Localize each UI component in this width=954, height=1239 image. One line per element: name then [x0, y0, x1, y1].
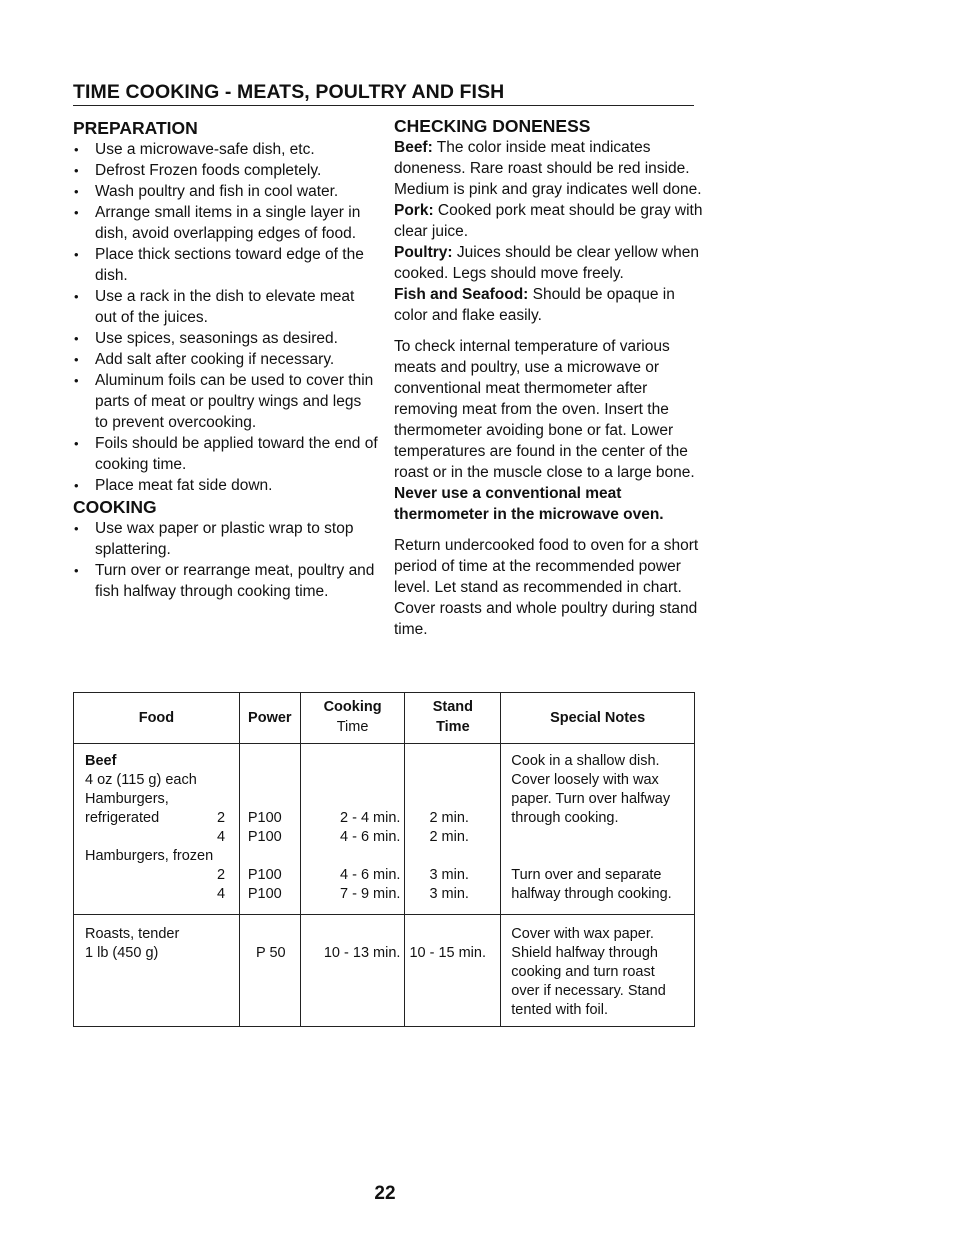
beef-power-cell: P100 P100 P100 P100	[239, 744, 300, 915]
list-item: • Defrost Frozen foods completely.	[73, 160, 378, 181]
left-column	[73, 117, 378, 602]
list-item: • Place meat fat side down.	[73, 475, 378, 496]
roasts-power-cell: P 50	[239, 915, 300, 1027]
preparation-heading: PREPARATION	[73, 118, 198, 138]
fish-paragraph	[394, 284, 704, 326]
beef-paragraph	[394, 137, 704, 200]
header-power: Power	[239, 693, 300, 744]
fish-text: Should be opaque in color and flake easily.	[394, 286, 675, 324]
poultry-text: Juices should be clear yellow when cooked. Legs should move freely.	[394, 244, 699, 282]
thermometer-warning: Never use a conventional meat thermometer in the microwave oven.	[394, 485, 664, 523]
cooking-chart	[73, 692, 695, 1027]
poultry-label: Poultry:	[394, 244, 453, 261]
roasts-notes-cell: Cover with wax paper. Shield halfway through cooking and turn roast over if necessary. Stand tented with foil.	[501, 915, 695, 1027]
header-stand-time: Stand Time	[405, 693, 501, 744]
table-header-row	[74, 693, 695, 744]
page-number: 22	[374, 1183, 396, 1204]
beef-text: The color inside meat indicates doneness. Rare roast should be red inside. Medium is pink and gray indicates well done.	[394, 139, 702, 198]
roasts-food-cell: Roasts, tender 1 lb (450 g)	[74, 915, 240, 1027]
thermometer-paragraph	[394, 336, 704, 525]
list-item: • Use wax paper or plastic wrap to stop splattering.	[73, 518, 378, 560]
pork-paragraph	[394, 200, 704, 242]
header-food: Food	[74, 693, 240, 744]
list-item: • Wash poultry and fish in cool water.	[73, 181, 378, 202]
header-special-notes: Special Notes	[501, 693, 695, 744]
beef-food-cell: Beef 4 oz (115 g) each Hamburgers, refrigerated 2 4 Hamburgers, frozen 2 4	[74, 744, 240, 915]
beef-label: Beef:	[394, 139, 433, 156]
list-item: • Use a microwave-safe dish, etc.	[73, 139, 378, 160]
right-column	[394, 115, 704, 640]
roasts-cooking-time-cell: 10 - 13 min.	[300, 915, 405, 1027]
fish-label: Fish and Seafood:	[394, 286, 529, 303]
cooking-list	[73, 518, 378, 602]
page-title: TIME COOKING - MEATS, POULTRY AND FISH	[73, 80, 694, 106]
header-cooking-time: Cooking Time	[300, 693, 405, 744]
roasts-stand-time-cell: 10 - 15 min.	[405, 915, 501, 1027]
beef-cooking-time-cell: 2 - 4 min. 4 - 6 min. 4 - 6 min. 7 - 9 min.	[300, 744, 405, 915]
list-item: • Foils should be applied toward the end of cooking time.	[73, 433, 378, 475]
poultry-paragraph	[394, 242, 704, 284]
pork-text: Cooked pork meat should be gray with clear juice.	[394, 202, 703, 240]
return-paragraph: Return undercooked food to oven for a short period of time at the recommended power level. Let stand as recommended in chart. Cover roasts and whole poultry during stand time.	[394, 537, 699, 638]
list-item: • Turn over or rearrange meat, poultry and fish halfway through cooking time.	[73, 560, 378, 602]
list-item: • Place thick sections toward edge of the dish.	[73, 244, 378, 286]
list-item: • Aluminum foils can be used to cover thin parts of meat or poultry wings and legs to prevent overcooking.	[73, 370, 378, 433]
list-item: • Arrange small items in a single layer in dish, avoid overlapping edges of food.	[73, 202, 378, 244]
list-item: • Add salt after cooking if necessary.	[73, 349, 378, 370]
list-item: • Use spices, seasonings as desired.	[73, 328, 378, 349]
beef-notes-cell: Cook in a shallow dish. Cover loosely with wax paper. Turn over halfway through cooking. Turn over and separate halfway through cooking.	[501, 744, 695, 915]
table-row	[74, 915, 695, 1027]
beef-stand-time-cell: 2 min. 2 min. 3 min. 3 min.	[405, 744, 501, 915]
doneness-heading: CHECKING DONENESS	[394, 116, 591, 136]
pork-label: Pork:	[394, 202, 434, 219]
preparation-list	[73, 139, 378, 496]
thermometer-text: To check internal temperature of various meats and poultry, use a microwave or conventional meat thermometer after removing meat from the oven. Insert the thermometer avoiding bone or fat. Lower temperatures are found in the center of the roast or in the muscle close to a large bone.	[394, 338, 695, 481]
list-item: • Use a rack in the dish to elevate meat out of the juices.	[73, 286, 378, 328]
table-row	[74, 744, 695, 915]
cooking-heading: COOKING	[73, 497, 157, 517]
